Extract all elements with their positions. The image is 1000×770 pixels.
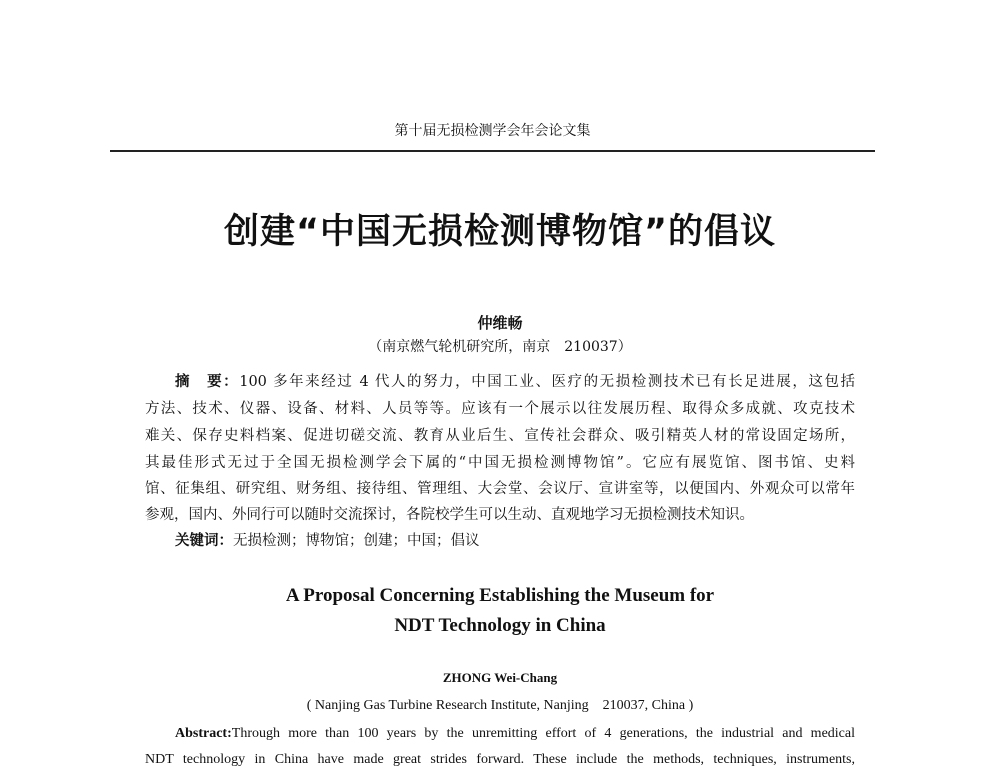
abstract-en-line: NDT technology in China have made great strides forward. These include the methods, techniques, instruments,	[145, 752, 855, 767]
abstract-cn-line: 方法、技术、仪器、设备、材料、人员等等。应该有一个展示以往发展历程、取得众多成就、攻克技术	[145, 401, 855, 417]
paper-title-en-line: A Proposal Concerning Establishing the Museum for	[285, 585, 715, 606]
abstract-cn-line: 其最佳形式无过于全国无损检测学会下属的“中国无损检测博物馆”。它应有展览馆、图书馆、史料	[145, 455, 855, 471]
abstract-en-line	[175, 724, 855, 744]
keywords-cn	[175, 531, 855, 551]
abstract-cn-text: 100 多年来经过 4 代人的努力，中国工业、医疗的无损检测技术已有长足进展，这包括	[239, 374, 856, 390]
affiliation-en: ( Nanjing Gas Turbine Research Institute, Nanjing 210037, China )	[306, 698, 694, 713]
abstract-en-label: Abstract:	[175, 726, 232, 741]
keywords-cn-text: 无损检测；博物馆；创建；中国；倡议	[233, 533, 480, 549]
abstract-cn-label: 摘 要：	[175, 374, 240, 390]
abstract-en-text: Through more than 100 years by the unremitting effort of 4 generations, the industrial and medical	[231, 726, 855, 741]
header-rule	[110, 150, 875, 152]
affiliation-cn: （南京燃气轮机研究所，南京 210037）	[368, 339, 632, 355]
paper-title-en-line: NDT Technology in China	[394, 615, 606, 636]
keywords-cn-label: 关键词：	[175, 533, 233, 549]
running-header: 第十届无损检测学会年会论文集	[394, 123, 591, 139]
author-en: ZHONG Wei-Chang	[442, 670, 558, 685]
author-cn: 仲维畅	[477, 314, 523, 332]
abstract-cn-line	[175, 372, 855, 392]
paper-title-cn: 创建“中国无损检测博物馆”的倡议	[223, 212, 776, 252]
abstract-cn-line: 馆、征集组、研究组、财务组、接待组、管理组、大会堂、会议厅、宣讲室等，以便国内、外观众可以常年	[145, 481, 855, 497]
abstract-cn-line: 难关、保存史料档案、促进切磋交流、教育从业后生、宣传社会群众、吸引精英人材的常设固定场所，	[145, 428, 855, 444]
abstract-cn-line: 参观，国内、外同行可以随时交流探讨，各院校学生可以生动、直观地学习无损检测技术知识。	[145, 507, 754, 523]
